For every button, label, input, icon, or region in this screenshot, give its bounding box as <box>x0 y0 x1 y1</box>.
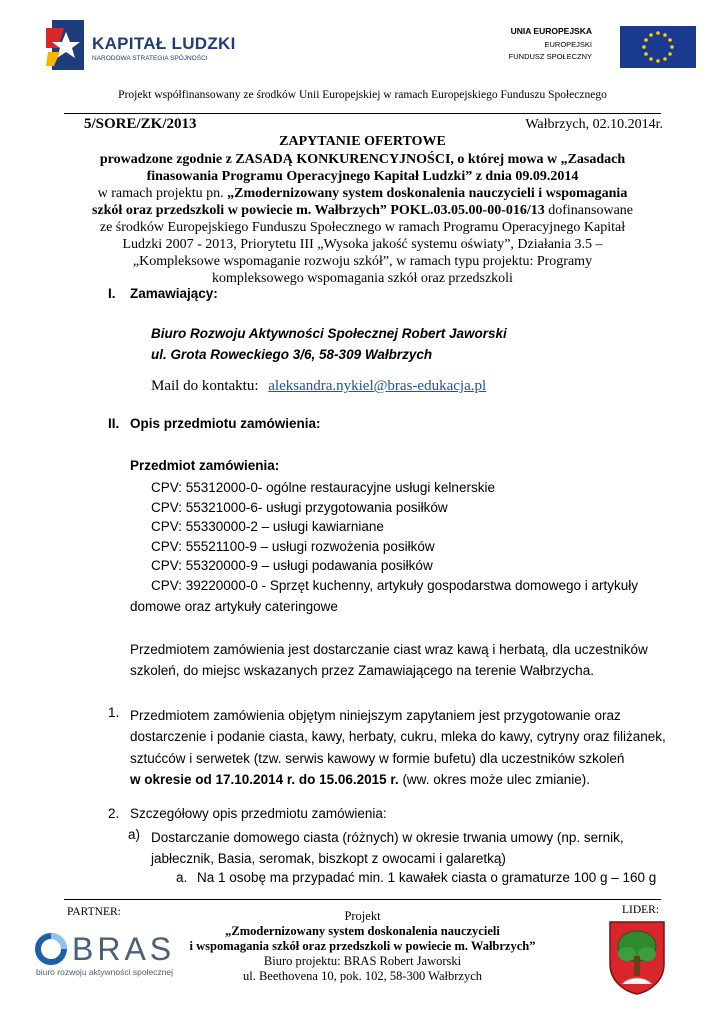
contact-line <box>151 378 486 395</box>
section-1-number: I. <box>108 286 116 301</box>
intro-line-2: finasowania Programu Operacyjnego Kapitał Ludzki” z dnia 09.09.2014 <box>146 169 579 184</box>
footer-address: ul. Beethovena 10, pok. 102, 58-300 Wałbrzych <box>243 969 482 983</box>
partner-label: PARTNER: <box>67 906 121 918</box>
contracting-organization: Biuro Rozwoju Aktywności Społecznej Robert Jaworski <box>151 326 507 341</box>
cpv-item: CPV: 55320000-9 – usługi podawania posiłków <box>151 558 433 574</box>
footer-project-label: Projekt <box>344 909 381 923</box>
intro-line-7: „Kompleksowe wspomaganie rozwoju szkół”, w ramach typu projektu: Programy <box>132 254 593 269</box>
section-1-heading: Zamawiający: <box>130 286 218 301</box>
item-1-period: w okresie od 17.10.2014 r. do 15.06.2015 r. <box>130 772 399 788</box>
intro-line-4b: dofinansowane <box>544 203 634 218</box>
contact-email-link[interactable]: aleksandra.nykiel@bras-edukacja.pl <box>268 378 487 394</box>
eu-title: UNIA EUROPEJSKA <box>510 26 592 36</box>
item-2-text: Szczegółowy opis przedmiotu zamówienia: <box>130 806 387 821</box>
intro-line-4a: szkół oraz przedszkoli w powiecie m. Wałbrzych” POKL.03.05.00-00-016/13 <box>91 203 545 218</box>
item-1-period-note: (ww. okres może ulec zmianie). <box>398 772 590 788</box>
reference-number: 5/SORE/ZK/2013 <box>84 116 197 132</box>
bras-wordmark: BRAS <box>72 931 176 967</box>
intro-line-3b: „Zmodernizowany system doskonalenia nauczycieli i wspomagania <box>227 186 628 201</box>
lider-label: LIDER: <box>622 904 660 916</box>
intro-line-8: kompleksowego wspomagania szkół oraz przedszkoli <box>212 271 513 286</box>
kapital-ludzki-title: KAPITAŁ LUDZKI <box>92 34 236 53</box>
item-2aa-number: a. <box>176 870 188 885</box>
item-2a-text <box>151 827 624 870</box>
footer-project-info <box>150 909 575 984</box>
kapital-ludzki-logo <box>44 18 236 74</box>
cofinance-note: Projekt współfinansowany ze środków Unii Europejskiej w ramach Europejskiego Funduszu Społecznego <box>118 89 607 101</box>
subject-description-line: szkoleń, do miejsc wskazanych przez Zamawiającego na terenie Wałbrzycha. <box>130 663 594 678</box>
footer-office: Biuro projektu: BRAS Robert Jaworski <box>263 954 462 968</box>
bras-ring-icon <box>34 932 68 966</box>
subject-description-line: Przedmiotem zamówienia jest dostarczanie ciast wraz kawą i herbatą, dla uczestników <box>130 642 648 657</box>
intro-line-6: Ludzki 2007 - 2013, Priorytetu III „Wysoka jakość systemu oświaty”, Działania 3.5 – <box>122 237 603 252</box>
cpv-item: CPV: 55312000-0- ogólne restauracyjne usługi kelnerskie <box>151 480 495 495</box>
item-1-line: sztućców i serwetek (tzw. serwis kawowy w formie bufetu) dla uczestników szkoleń <box>130 750 625 766</box>
eu-line2: FUNDUSZ SPOŁECZNY <box>508 52 592 61</box>
cpv-item: CPV: 55521100-9 – usługi rozwożenia posiłków <box>151 538 435 554</box>
item-2a-line: jabłecznik, Basia, seromak, biszkopt z owocami i galaretką) <box>151 851 506 867</box>
cpv-list <box>151 478 638 596</box>
eu-flag-icon <box>620 26 696 68</box>
contact-label: Mail do kontaktu: <box>151 378 259 394</box>
item-1-text <box>130 705 666 791</box>
contracting-address: ul. Grota Roweckiego 3/6, 58-309 Wałbrzych <box>151 347 433 362</box>
footer-project-name-2: i wspomagania szkół oraz przedszkoli w powiecie m. Wałbrzych” <box>189 939 536 953</box>
cpv-item-continuation: domowe oraz artykuły cateringowe <box>130 599 338 614</box>
intro-paragraph <box>60 151 665 287</box>
intro-line-3 <box>60 185 665 202</box>
subject-subheading: Przedmiot zamówienia: <box>130 458 280 473</box>
item-2a-number: a) <box>128 827 141 842</box>
header-rule <box>64 113 661 114</box>
place-date: Wałbrzych, 02.10.2014r. <box>525 117 663 132</box>
item-2-number: 2. <box>108 806 120 821</box>
section-2-number: II. <box>108 416 120 431</box>
item-1-number: 1. <box>108 705 120 720</box>
footer-project-name-1: „Zmodernizowany system doskonalenia nauczycieli <box>225 924 500 938</box>
footer-rule <box>64 899 661 900</box>
item-1-line <box>130 769 666 790</box>
kapital-ludzki-emblem-icon <box>44 18 88 72</box>
bras-tagline: biuro rozwoju aktywności społecznej <box>36 967 174 977</box>
cpv-item: CPV: 39220000-0 - Sprzęt kuchenny, artykuły gospodarstwa domowego i artykuły <box>151 577 639 593</box>
item-1-line: Przedmiotem zamówienia objętym niniejszym zapytaniem jest przygotowanie oraz <box>130 708 621 723</box>
cpv-item: CPV: 55321000-6- usługi przygotowania posiłków <box>151 499 448 515</box>
intro-line-5: ze środków Europejskiego Funduszu Społecznego w ramach Programu Operacyjnego Kapitał <box>99 220 626 235</box>
subject-description <box>130 639 648 681</box>
cpv-item: CPV: 55330000-2 – usługi kawiarniane <box>151 519 384 535</box>
intro-line-1: prowadzone zgodnie z ZASADĄ KONKURENCYJNOŚCI, o której mowa w „Zasadach <box>99 152 626 167</box>
item-2a-line: Dostarczanie domowego ciasta (różnych) w okresie trwania umowy (np. sernik, <box>151 830 624 845</box>
document-title: ZAPYTANIE OFERTOWE <box>279 134 446 149</box>
walbrzych-coat-of-arms-icon <box>608 920 666 996</box>
eu-line1: EUROPEJSKI <box>544 40 592 49</box>
intro-line-3a: w ramach projektu pn. <box>97 186 228 201</box>
item-1-line: dostarczenie i podanie ciasta, kawy, herbaty, cukru, mleka do kawy, cytryny oraz filiżanek, <box>130 729 666 745</box>
intro-line-4 <box>60 202 665 219</box>
kapital-ludzki-subtitle: NARODOWA STRATEGIA SPÓJNOŚCI <box>92 55 208 62</box>
section-2-heading: Opis przedmiotu zamówienia: <box>130 416 321 431</box>
eu-logo <box>500 26 700 72</box>
item-2aa-text: Na 1 osobę ma przypadać min. 1 kawałek ciasta o gramaturze 100 g – 160 g <box>197 870 657 885</box>
